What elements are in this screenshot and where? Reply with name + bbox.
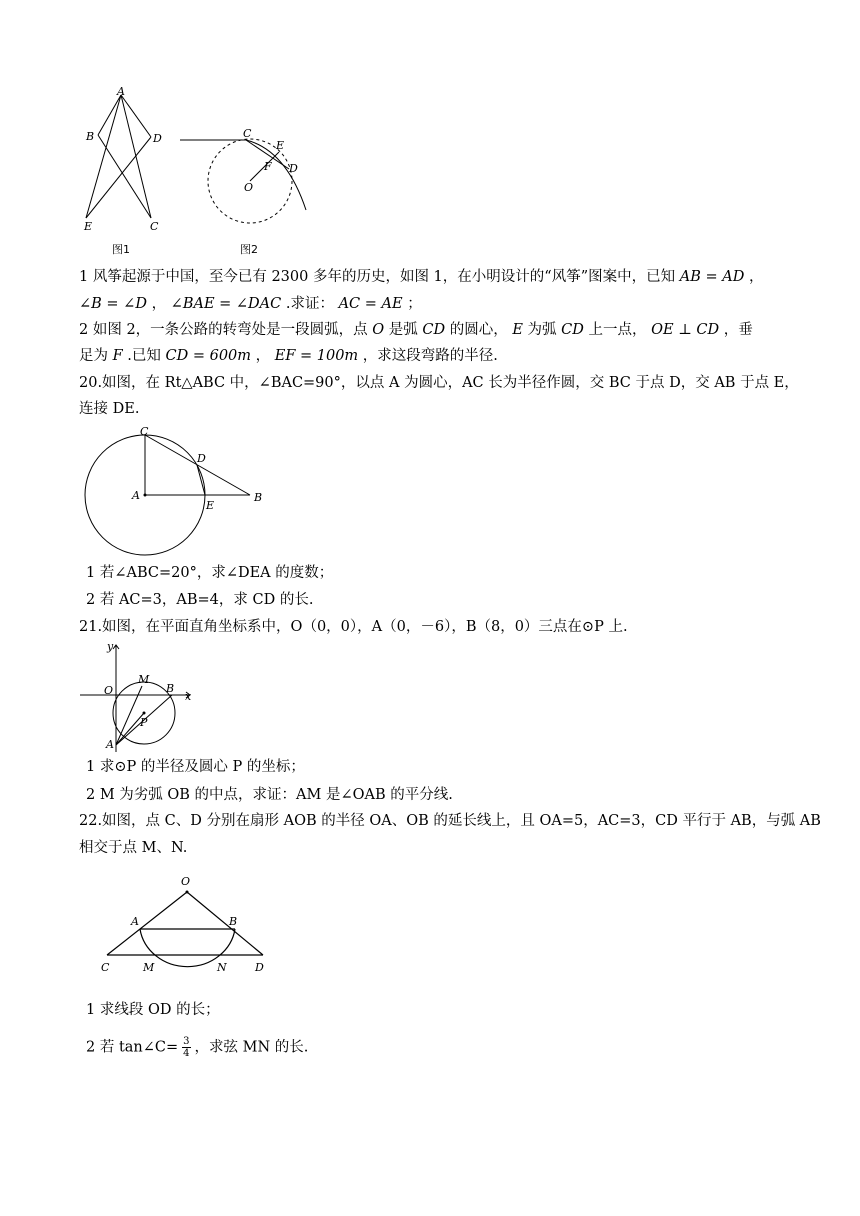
q21-label-M: M xyxy=(138,673,150,686)
fig1-label-B: B xyxy=(86,130,95,143)
q22-label-A: A xyxy=(131,915,139,928)
q21-label-P: P xyxy=(140,716,148,729)
figure-q22-sector xyxy=(95,865,275,980)
q19-part2-line1: 2 如图 2，一条公路的转弯处是一段圆弧，点 O 是弧 CD 的圆心， E 为弧 CD 上一点， OE ⊥ CD ，垂 xyxy=(79,322,753,338)
q22-stem-line2: 相交于点 M、N. xyxy=(79,840,188,856)
q20-label-E: E xyxy=(206,499,215,512)
q22-stem-line1: 22.如图，点 C、D 分别在扇形 AOB 的半径 OA、OB 的延长线上，且 OA=5，AC=3，CD 平行于 AB，与弧 AB xyxy=(79,813,821,829)
q21-label-A: A xyxy=(106,738,114,751)
fig2-label-E: E xyxy=(276,139,285,152)
q22-sub1: 1 求线段 OD 的长； xyxy=(86,1002,220,1018)
figure-q20-circle-triangle xyxy=(80,422,280,562)
figure-2-caption: 图2 xyxy=(240,243,258,256)
q22-label-N: N xyxy=(217,961,227,974)
fig1-label-E: E xyxy=(84,220,93,233)
q19-part1-line1: 1 风筝起源于中国，至今已有 2300 多年的历史，如图 1，在小明设计的“风筝”图案中，已知 AB = AD ， xyxy=(79,269,764,285)
q22-label-B: B xyxy=(229,915,238,928)
q21-label-y: y xyxy=(107,640,114,653)
q20-sub1: 1 若∠ABC=20°，求∠DEA 的度数； xyxy=(86,565,334,581)
q20-label-A: A xyxy=(132,489,140,502)
fig1-label-A: A xyxy=(117,85,125,98)
q19-part1-line2: ∠B = ∠D ， ∠BAE = ∠DAC .求证： AC = AE ； xyxy=(79,296,422,312)
q22-fraction: $\frac{3}{4}$ xyxy=(183,1036,190,1059)
q21-sub2: 2 M 为劣弧 OB 的中点，求证：AM 是∠OAB 的平分线. xyxy=(86,787,453,803)
q22-label-D: D xyxy=(255,961,264,974)
figure-2-road-arc xyxy=(176,125,316,240)
q22-label-M: M xyxy=(143,961,155,974)
q20-sub2: 2 若 AC=3，AB=4，求 CD 的长. xyxy=(86,592,314,608)
q22-label-C: C xyxy=(101,961,110,974)
q21-stem: 21.如图，在平面直角坐标系中，O（0，0），A（0，－6），B（8，0）三点在⊙P 上. xyxy=(79,619,628,635)
q21-label-O: O xyxy=(104,684,114,697)
figure-1-kite xyxy=(78,85,178,235)
q20-label-B: B xyxy=(254,491,263,504)
figure-q21-coordinate-circle xyxy=(80,640,200,755)
fig1-label-D: D xyxy=(153,132,162,145)
fig1-label-C: C xyxy=(150,220,159,233)
fig2-label-D: D xyxy=(289,162,298,175)
q20-stem-line1: 20.如图，在 Rt△ABC 中，∠BAC=90°，以点 A 为圆心，AC 长为半径作圆，交 BC 于点 D，交 AB 于点 E， xyxy=(79,375,799,391)
q21-label-x: x xyxy=(185,690,192,703)
q22-sub2: 2 若 tan∠C= $\frac{3}{4}$ ，求弦 MN 的长. xyxy=(86,1036,309,1059)
q20-stem-line2: 连接 DE. xyxy=(79,401,140,417)
figure-1-caption: 图1 xyxy=(112,243,130,256)
q20-label-D: D xyxy=(197,452,206,465)
q20-label-C: C xyxy=(140,425,149,438)
q22-label-O: O xyxy=(181,875,191,888)
q21-label-B: B xyxy=(166,682,175,695)
fig2-label-C: C xyxy=(243,127,252,140)
fig2-label-F: F xyxy=(264,160,272,173)
q21-sub1: 1 求⊙P 的半径及圆心 P 的坐标； xyxy=(86,759,305,775)
q19-part2-line2: 足为 F .已知 CD = 600m ， EF = 100m ，求这段弯路的半径. xyxy=(79,348,498,364)
fig2-label-O: O xyxy=(244,181,254,194)
